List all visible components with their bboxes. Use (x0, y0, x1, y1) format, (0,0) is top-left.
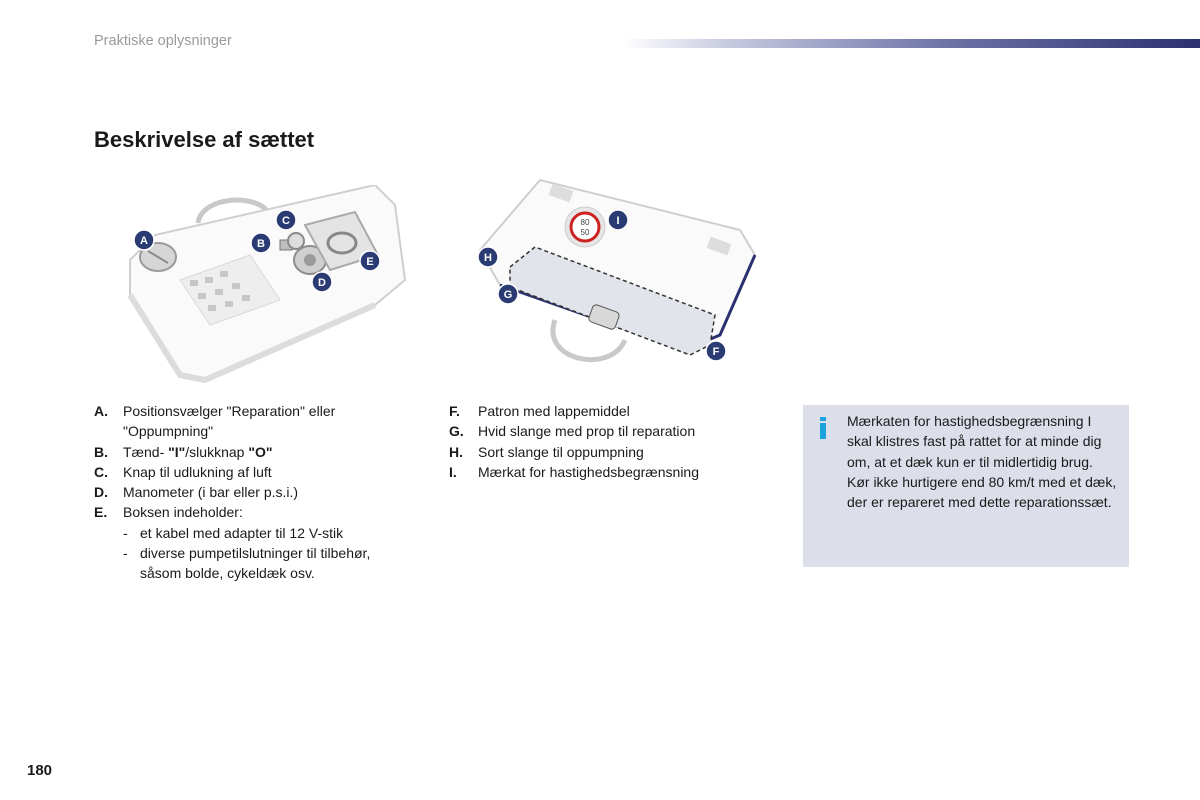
callout-b (251, 233, 271, 253)
section-header: Praktiske oplysninger (94, 33, 232, 49)
list-item: H. Sort slange til oppumpning (449, 443, 644, 460)
list-item: E. Boksen indeholder: - et kabel med adapter til 12 V-stik - diverse pumpetilslutninger til tilbehør, såsom bolde, cykeldæk osv. (94, 502, 394, 583)
list-item: B. Tænd- "I"/slukknap "O" (94, 443, 273, 460)
callout-i (608, 210, 628, 230)
svg-text:F: F (712, 346, 720, 358)
sub-list (123, 523, 394, 584)
list-item: G. Hvid slange med prop til reparation (449, 423, 696, 440)
sub-list-item: - diverse pumpetilslutninger til tilbehør, såsom bolde, cykeldæk osv. (123, 545, 371, 582)
list-item: F. Patron med lappemiddel (449, 403, 630, 419)
callout-f (706, 341, 726, 361)
sign-value-bottom: 50 (580, 228, 590, 237)
svg-text:I: I (616, 215, 620, 227)
svg-text:A: A (140, 235, 148, 247)
page-number: 180 (27, 762, 53, 779)
svg-text:D: D (318, 277, 326, 289)
svg-text:E: E (366, 256, 374, 268)
info-text: Mærkaten for hastighedsbegrænsning I skal klistres fast på rattet for at minde dig om, at et dæk kun er til midlertidig brug. Kør ikke hurtigere end 80 km/t med et dæk, der er repareret med dette reparationssæt. (847, 413, 1117, 511)
kit-front-illustration (120, 185, 410, 385)
info-box (803, 405, 1129, 567)
callout-h (478, 247, 498, 267)
sub-list-item: - et kabel med adapter til 12 V-stik (123, 524, 344, 541)
list-item: A. Positionsvælger "Reparation" eller "Oppumpning" (94, 403, 336, 440)
page-title: Beskrivelse af sættet (94, 127, 315, 152)
svg-text:H: H (484, 252, 492, 264)
list-item: C. Knap til udlukning af luft (94, 463, 272, 480)
list-item: D. Manometer (i bar eller p.s.i.) (94, 484, 299, 501)
callout-g (498, 284, 518, 304)
sign-value-top: 80 (580, 218, 590, 227)
header-gradient-bar (622, 39, 1200, 48)
callout-e (360, 251, 380, 271)
info-icon (820, 417, 826, 439)
kit-bottom-illustration (470, 175, 760, 375)
list-item: I. Mærkat for hastighedsbegrænsning (449, 463, 700, 480)
svg-text:C: C (282, 215, 290, 227)
callout-d (312, 272, 332, 292)
callout-a (134, 230, 154, 250)
svg-text:G: G (503, 289, 513, 301)
components-list-right (449, 401, 769, 482)
components-list-left (94, 401, 394, 584)
callout-c (276, 210, 296, 230)
svg-text:B: B (257, 238, 265, 250)
